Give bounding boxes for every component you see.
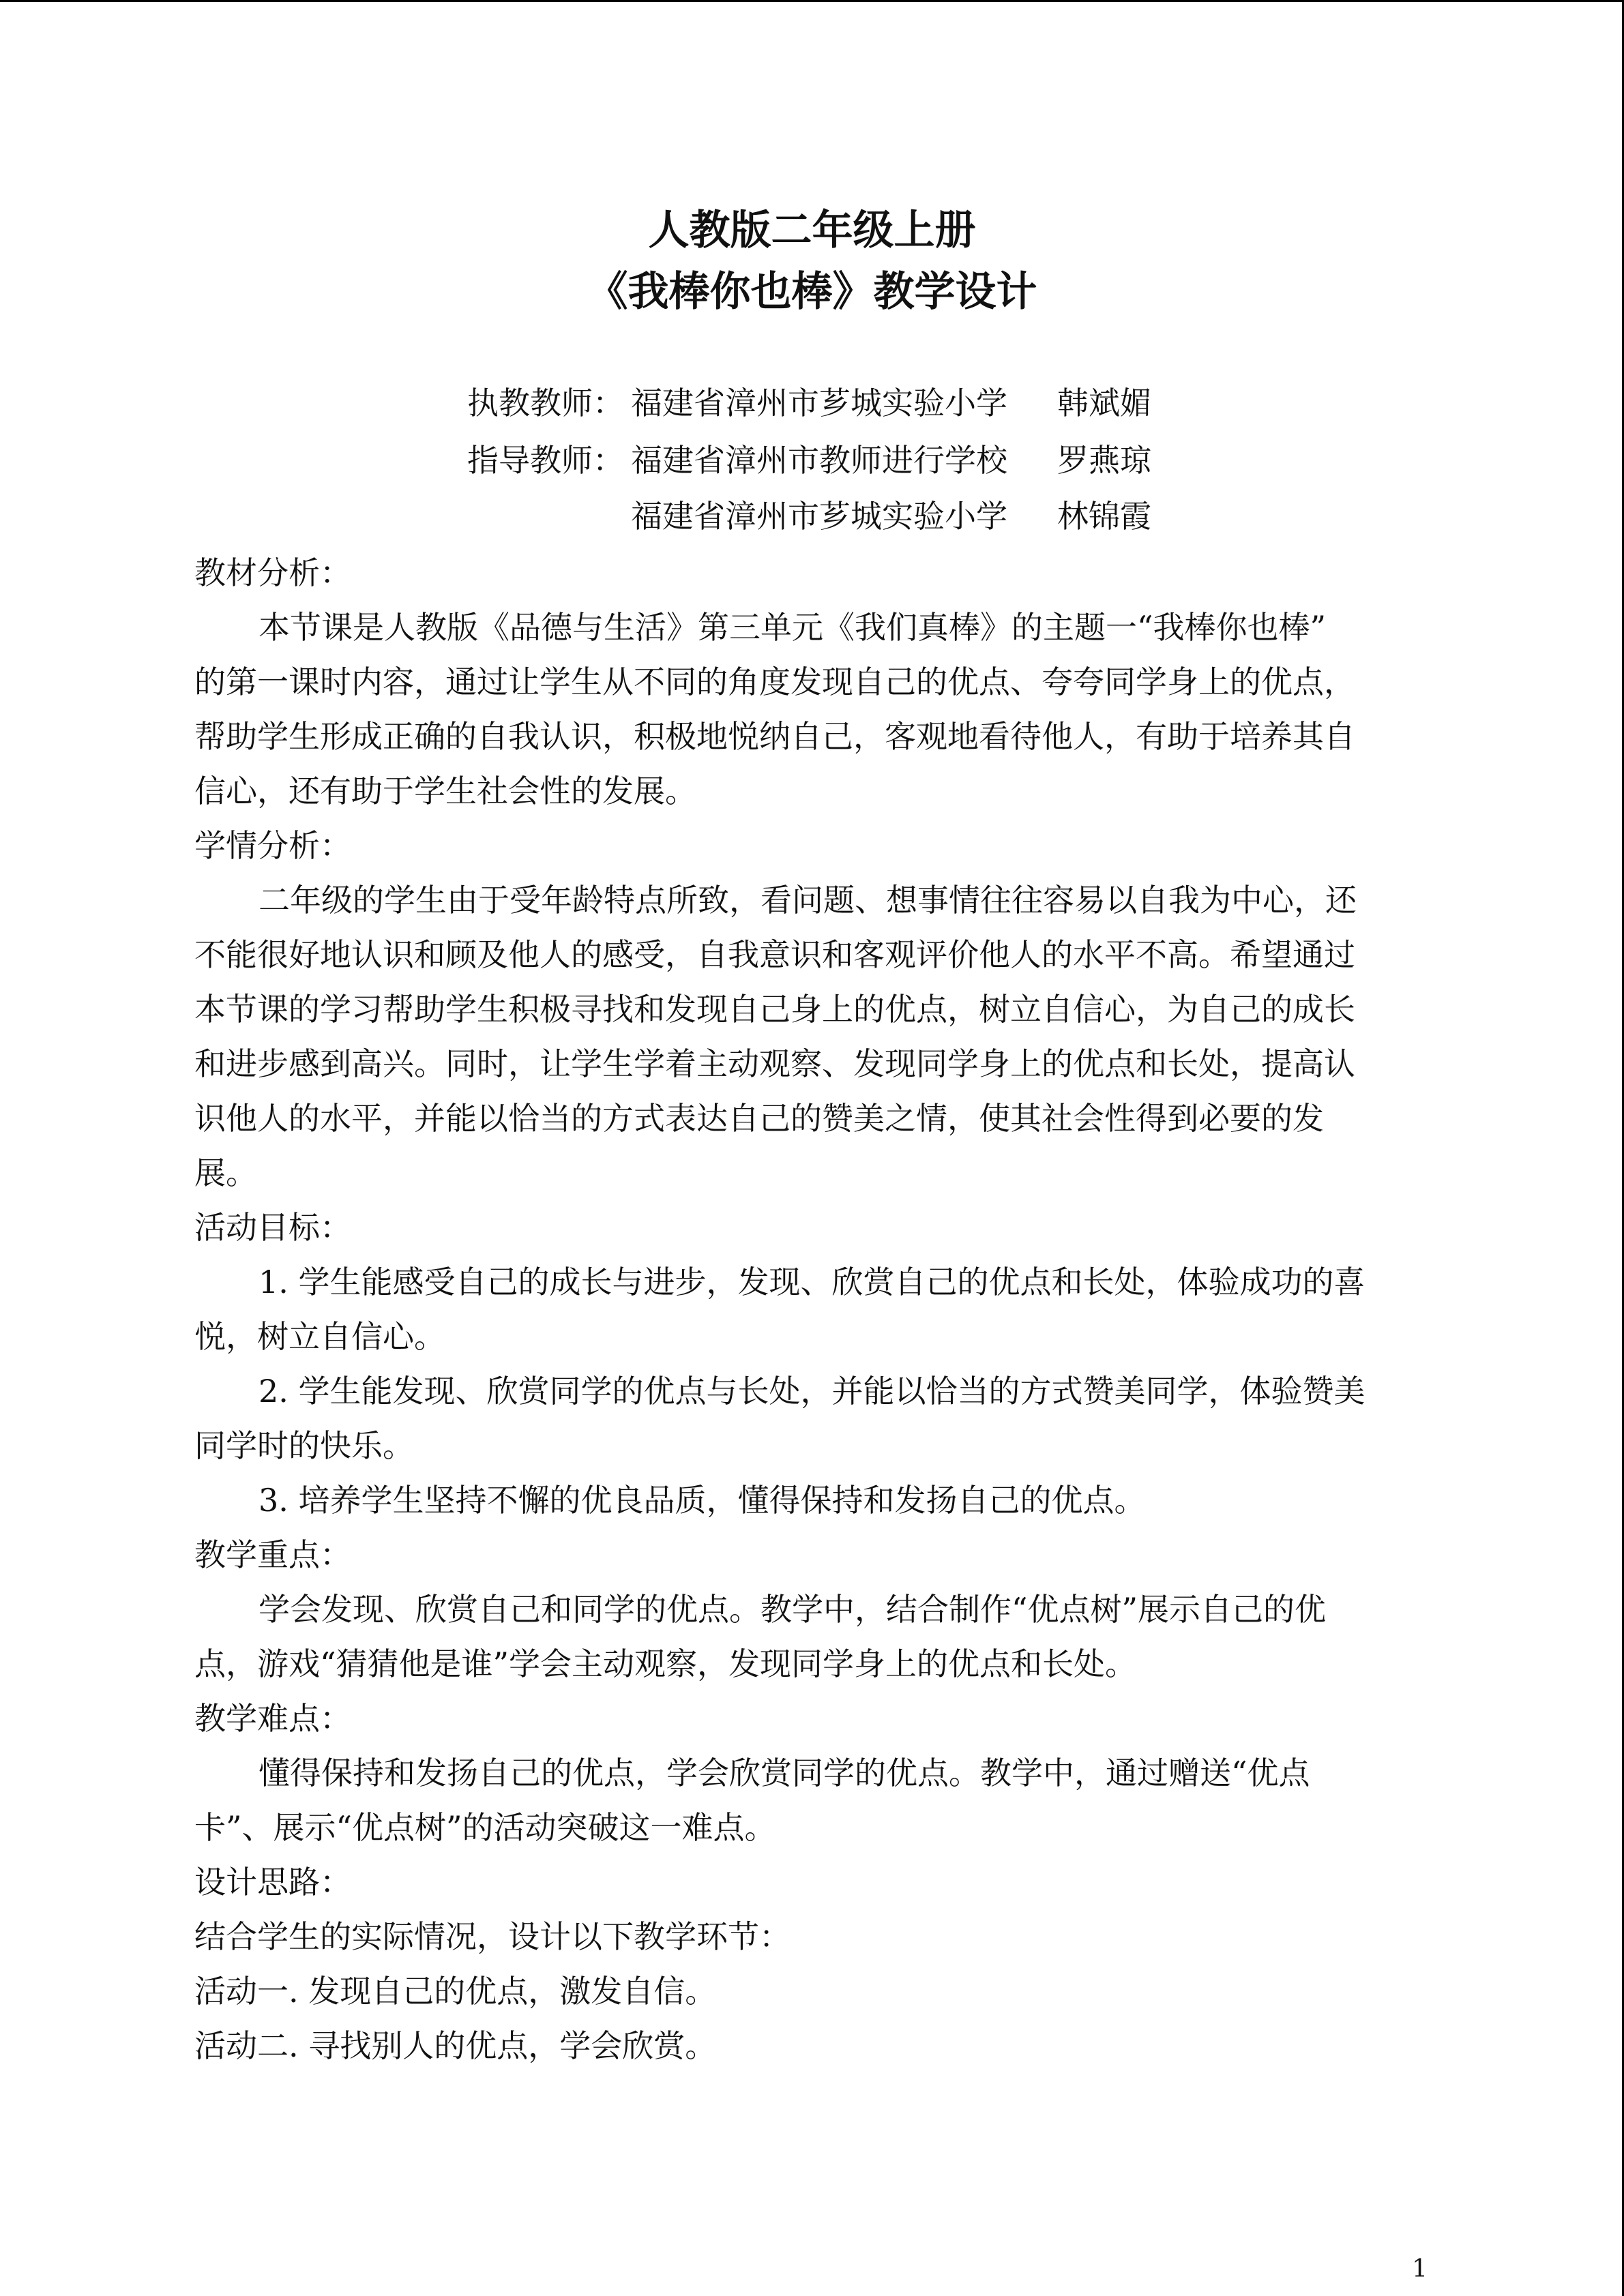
document-title-line1: 人教版二年级上册 bbox=[648, 207, 976, 254]
paragraph-line: 卡”、展示“优点树”的活动突破这一难点。 bbox=[194, 1809, 776, 1846]
credit-role: 执教教师： bbox=[467, 385, 624, 421]
section-heading: 教学难点： bbox=[194, 1700, 351, 1737]
activity-item: 活动一. 发现自己的优点，激发自信。 bbox=[194, 1973, 717, 2010]
credit-advisor-2 bbox=[631, 496, 1151, 537]
section-heading: 活动目标： bbox=[194, 1209, 351, 1246]
credit-school: 福建省漳州市教师进行学校 bbox=[631, 442, 1007, 479]
paragraph-line: 本节课是人教版《品德与生活》第三单元《我们真棒》的主题一“我棒你也棒” bbox=[259, 609, 1327, 646]
paragraph-line: 二年级的学生由于受年龄特点所致，看问题、想事情往往容易以自我为中心，还 bbox=[259, 882, 1357, 919]
credit-teacher bbox=[467, 383, 1151, 423]
section-heading: 教材分析： bbox=[194, 554, 351, 591]
section-heading: 设计思路： bbox=[194, 1864, 351, 1900]
section-heading: 教学重点： bbox=[194, 1536, 351, 1573]
credit-school: 福建省漳州市芗城实验小学 bbox=[631, 385, 1007, 421]
credit-advisor-1 bbox=[467, 440, 1151, 481]
paragraph-line: 和进步感到高兴。同时，让学生学着主动观察、发现同学身上的优点和长处，提高认 bbox=[194, 1045, 1355, 1082]
credit-name: 罗燕琼 bbox=[1057, 442, 1151, 479]
credit-name: 韩斌媚 bbox=[1057, 385, 1151, 421]
list-item-line: 悦，树立自信心。 bbox=[194, 1318, 445, 1355]
paragraph-line: 懂得保持和发扬自己的优点，学会欣赏同学的优点。教学中，通过赠送“优点 bbox=[259, 1755, 1310, 1791]
paragraph-line: 本节课的学习帮助学生积极寻找和发现自己身上的优点，树立自信心，为自己的成长 bbox=[194, 991, 1355, 1028]
list-item-line: 1. 学生能感受自己的成长与进步，发现、欣赏自己的优点和长处，体验成功的喜 bbox=[259, 1264, 1365, 1300]
list-item-line: 3. 培养学生坚持不懈的优良品质，懂得保持和发扬自己的优点。 bbox=[259, 1482, 1146, 1519]
paragraph-line: 结合学生的实际情况，设计以下教学环节： bbox=[194, 1918, 791, 1955]
paragraph-line: 信心，还有助于学生社会性的发展。 bbox=[194, 773, 696, 809]
list-item-line: 同学时的快乐。 bbox=[194, 1427, 414, 1464]
document-body bbox=[194, 546, 1436, 2073]
paragraph-line: 点，游戏“猜猜他是谁”学会主动观察，发现同学身上的优点和长处。 bbox=[194, 1645, 1137, 1682]
section-heading: 学情分析： bbox=[194, 827, 351, 864]
paragraph-line: 展。 bbox=[194, 1154, 257, 1191]
paragraph-line: 识他人的水平，并能以恰当的方式表达自己的赞美之情，使其社会性得到必要的发 bbox=[194, 1100, 1324, 1137]
credit-name: 林锦霞 bbox=[1057, 498, 1151, 535]
paragraph-line: 不能很好地认识和顾及他人的感受，自我意识和客观评价他人的水平不高。希望通过 bbox=[194, 936, 1355, 973]
paragraph-line: 帮助学生形成正确的自我认识，积极地悦纳自己，客观地看待他人，有助于培养其自 bbox=[194, 718, 1355, 755]
list-item-line: 2. 学生能发现、欣赏同学的优点与长处，并能以恰当的方式赞美同学，体验赞美 bbox=[259, 1373, 1365, 1410]
paragraph-line: 的第一课时内容，通过让学生从不同的角度发现自己的优点、夸夸同学身上的优点， bbox=[194, 664, 1355, 700]
page-number: 1 bbox=[1412, 2255, 1428, 2283]
paragraph-line: 学会发现、欣赏自己和同学的优点。教学中，结合制作“优点树”展示自己的优 bbox=[259, 1591, 1327, 1628]
credit-school: 福建省漳州市芗城实验小学 bbox=[631, 498, 1007, 535]
credit-role: 指导教师： bbox=[467, 442, 624, 479]
document-title-line2: 《我棒你也棒》教学设计 bbox=[587, 268, 1037, 316]
activity-item: 活动二. 寻找别人的优点，学会欣赏。 bbox=[194, 2027, 717, 2064]
